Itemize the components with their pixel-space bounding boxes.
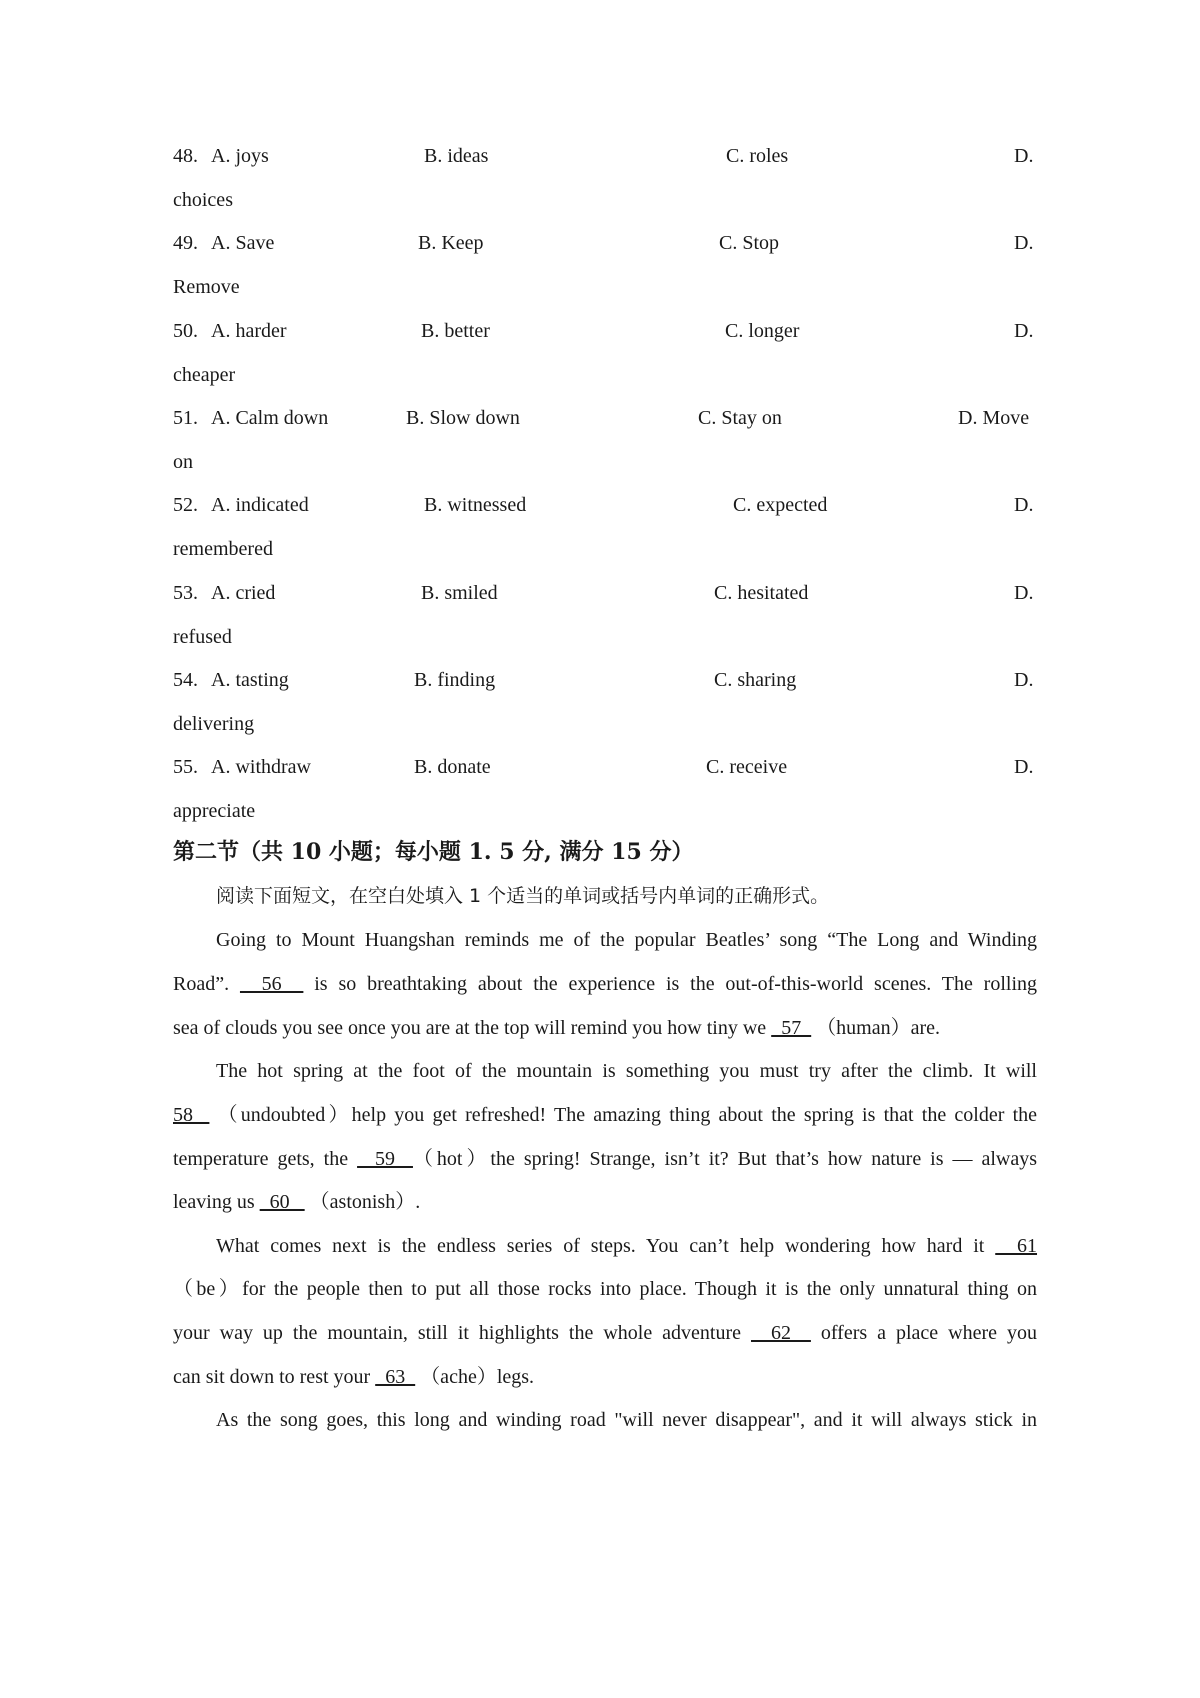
blank-62[interactable]: 62 <box>751 1322 811 1344</box>
option-c[interactable]: C. hesitated <box>714 582 809 604</box>
option-c[interactable]: C. expected <box>733 494 828 516</box>
blank-57[interactable]: 57 <box>771 1017 812 1039</box>
passage-line: Road”. 56 is so breathtaking about the experience is the out-of-this-world scenes. The rolling <box>173 973 1038 995</box>
option-d-continuation[interactable]: appreciate <box>173 800 256 822</box>
option-b[interactable]: B. better <box>421 320 490 342</box>
question-number: 52. <box>173 494 198 516</box>
option-b[interactable]: B. witnessed <box>424 494 527 516</box>
option-d[interactable]: D. <box>1014 320 1034 342</box>
option-a[interactable]: A. cried <box>211 582 276 604</box>
question-number: 50. <box>173 320 198 342</box>
option-d[interactable]: D. <box>1014 756 1034 778</box>
option-a[interactable]: A. tasting <box>211 669 289 691</box>
option-a[interactable]: A. joys <box>211 145 269 167</box>
option-c[interactable]: C. Stop <box>719 232 780 254</box>
blank-56[interactable]: 56 <box>239 973 304 995</box>
option-b[interactable]: B. finding <box>414 669 496 691</box>
passage-line: Going to Mount Huangshan reminds me of the popular Beatles’ song “The Long and Winding <box>216 929 1037 951</box>
option-d[interactable]: D. <box>1014 232 1034 254</box>
option-d[interactable]: D. <box>1014 582 1034 604</box>
passage-line: leaving us 60 （astonish）. <box>173 1191 421 1213</box>
option-b[interactable]: B. Keep <box>418 232 484 254</box>
question-number: 51. <box>173 407 198 429</box>
option-d-continuation[interactable]: Remove <box>173 276 240 298</box>
passage-line: your way up the mountain, still it highlights the whole adventure 62 offers a place where you <box>173 1322 1037 1344</box>
option-d-continuation[interactable]: refused <box>173 626 232 648</box>
option-d[interactable]: D. <box>1014 494 1034 516</box>
question-number: 55. <box>173 756 198 778</box>
option-d-continuation[interactable]: on <box>173 451 193 473</box>
blank-61[interactable]: 61 <box>995 1235 1038 1257</box>
option-d-continuation[interactable]: cheaper <box>173 364 236 386</box>
blank-58[interactable]: 58 <box>173 1104 210 1126</box>
section-heading: 第二节（共 10 小题；每小题 1. 5 分, 满分 15 分） <box>173 839 694 865</box>
option-d-continuation[interactable]: remembered <box>173 538 273 560</box>
passage-line: The hot spring at the foot of the mountain is something you must try after the climb. It will <box>216 1060 1037 1082</box>
question-number: 49. <box>173 232 198 254</box>
option-b[interactable]: B. ideas <box>424 145 489 167</box>
option-a[interactable]: A. withdraw <box>211 756 311 778</box>
option-c[interactable]: C. Stay on <box>698 407 782 429</box>
option-a[interactable]: A. indicated <box>211 494 309 516</box>
option-b[interactable]: B. donate <box>414 756 491 778</box>
section-instruction: 阅读下面短文，在空白处填入 1 个适当的单词或括号内单词的正确形式。 <box>216 885 830 907</box>
question-number: 53. <box>173 582 198 604</box>
option-d[interactable]: D. <box>1014 145 1034 167</box>
option-c[interactable]: C. sharing <box>714 669 797 691</box>
option-d-continuation[interactable]: choices <box>173 189 233 211</box>
blank-59[interactable]: 59 <box>357 1148 413 1170</box>
option-c[interactable]: C. longer <box>725 320 800 342</box>
passage-line: can sit down to rest your 63 （ache）legs. <box>173 1366 535 1388</box>
option-d-continuation[interactable]: delivering <box>173 713 255 735</box>
blank-63[interactable]: 63 <box>375 1366 416 1388</box>
option-d[interactable]: D. Move <box>958 407 1030 429</box>
passage-line: What comes next is the endless series of steps. You can’t help wondering how hard it 61 <box>216 1235 1038 1257</box>
passage-line: As the song goes, this long and winding road "will never disappear", and it will always stick in <box>216 1409 1037 1431</box>
option-c[interactable]: C. receive <box>706 756 788 778</box>
option-b[interactable]: B. Slow down <box>406 407 520 429</box>
option-b[interactable]: B. smiled <box>421 582 498 604</box>
passage-line: 58 （undoubted）help you get refreshed! The amazing thing about the spring is that the colder the <box>173 1104 1038 1126</box>
passage-line: （be）for the people then to put all those rocks into place. Though it is the only unnatural thing on <box>173 1278 1037 1300</box>
option-a[interactable]: A. Calm down <box>211 407 329 429</box>
passage-line: sea of clouds you see once you are at the top will remind you how tiny we 57 （human）are. <box>173 1017 941 1039</box>
question-number: 54. <box>173 669 198 691</box>
option-a[interactable]: A. harder <box>211 320 287 342</box>
option-a[interactable]: A. Save <box>211 232 275 254</box>
blank-60[interactable]: 60 <box>259 1191 305 1213</box>
option-d[interactable]: D. <box>1014 669 1034 691</box>
passage-line: temperature gets, the 59 （hot）the spring! Strange, isn’t it? But that’s how nature is — always <box>173 1148 1037 1170</box>
question-number: 48. <box>173 145 198 167</box>
option-c[interactable]: C. roles <box>726 145 789 167</box>
